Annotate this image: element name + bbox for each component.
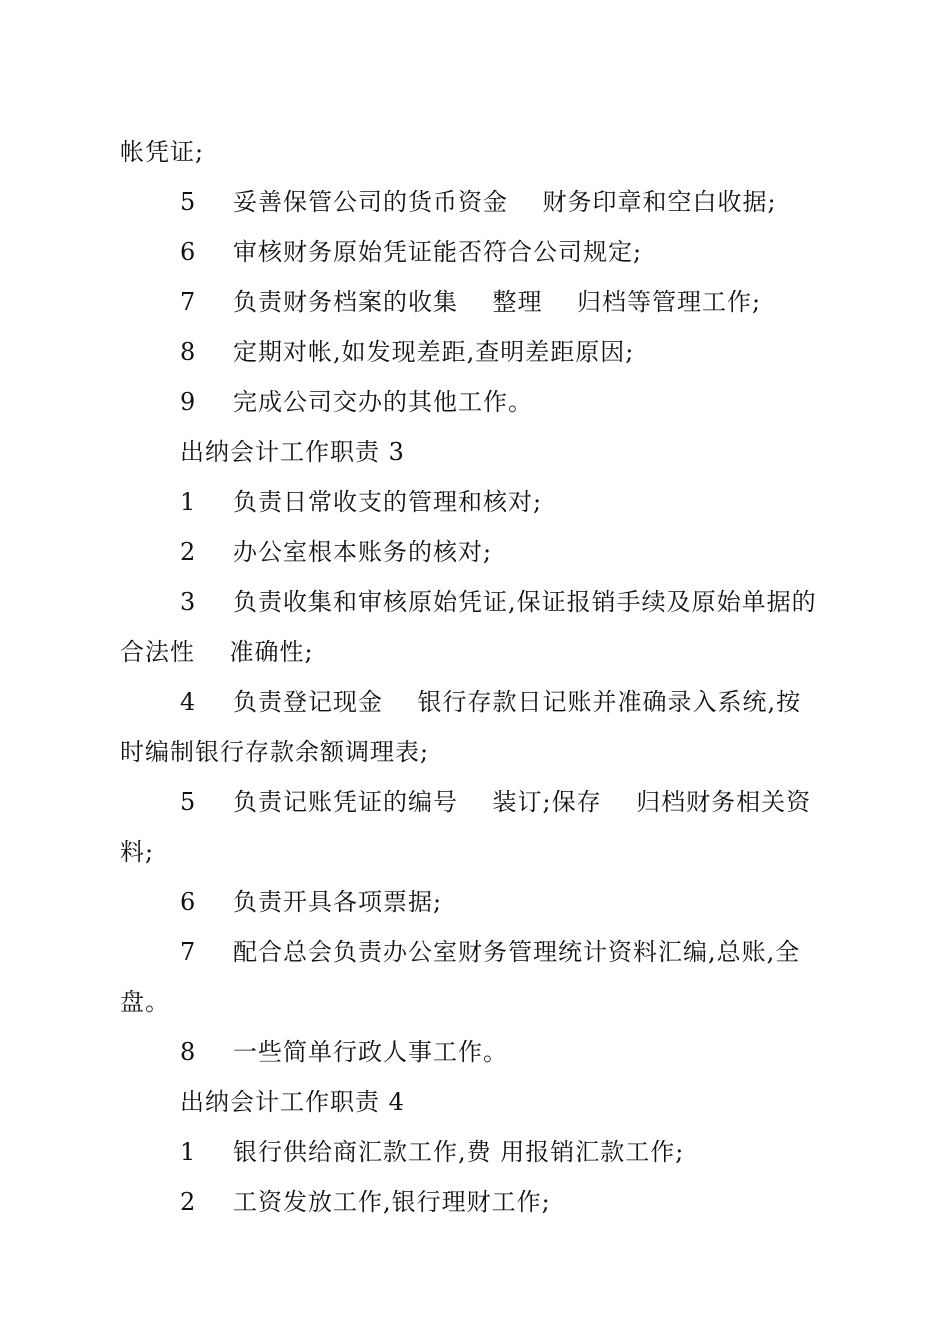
item-text: 负责记账凭证的编号 装订;保存 归档财务相关资 xyxy=(233,788,812,816)
item-text: 完成公司交办的其他工作。 xyxy=(233,388,533,416)
continuation-line: 帐凭证; xyxy=(120,138,205,166)
item-number: 7 xyxy=(180,938,196,966)
item-text: 负责财务档案的收集 整理 归档等管理工作; xyxy=(233,288,762,316)
item-number: 9 xyxy=(180,388,196,416)
item-number: 8 xyxy=(180,338,196,366)
item-text: 定期对帐,如发现差距,查明差距原因; xyxy=(233,338,635,366)
item-text: 负责日常收支的管理和核对; xyxy=(233,488,543,516)
item-number: 3 xyxy=(180,588,196,616)
item-number: 2 xyxy=(180,538,196,566)
item-number: 6 xyxy=(180,888,196,916)
item-text: 配合总会负责办公室财务管理统计资料汇编,总账,全 xyxy=(233,938,801,966)
item-number: 5 xyxy=(180,188,196,216)
continuation-line: 料; xyxy=(120,838,155,866)
item-text: 审核财务原始凭证能否符合公司规定; xyxy=(233,238,643,266)
item-number: 8 xyxy=(180,1038,196,1066)
item-number: 1 xyxy=(180,1138,196,1166)
item-number: 7 xyxy=(180,288,196,316)
item-text: 银行供给商汇款工作,费 用报销汇款工作; xyxy=(233,1138,685,1166)
continuation-line: 盘。 xyxy=(120,988,170,1016)
item-number: 6 xyxy=(180,238,196,266)
item-text: 工资发放工作,银行理财工作; xyxy=(233,1188,551,1216)
item-number: 1 xyxy=(180,488,196,516)
item-text: 一些简单行政人事工作。 xyxy=(233,1038,508,1066)
item-text: 办公室根本账务的核对; xyxy=(233,538,493,566)
item-text: 妥善保管公司的货币资金 财务印章和空白收据; xyxy=(233,188,777,216)
continuation-line: 时编制银行存款余额调理表; xyxy=(120,738,430,766)
section-heading: 出纳会计工作职责 4 xyxy=(180,1088,405,1116)
section-heading: 出纳会计工作职责 3 xyxy=(180,438,405,466)
item-text: 负责登记现金 银行存款日记账并准确录入系统,按 xyxy=(233,688,802,716)
item-text: 负责收集和审核原始凭证,保证报销手续及原始单据的 xyxy=(233,588,817,616)
item-text: 负责开具各项票据; xyxy=(233,888,443,916)
item-number: 2 xyxy=(180,1188,196,1216)
continuation-line: 合法性 准确性; xyxy=(120,638,314,666)
item-number: 4 xyxy=(180,688,196,716)
item-number: 5 xyxy=(180,788,196,816)
